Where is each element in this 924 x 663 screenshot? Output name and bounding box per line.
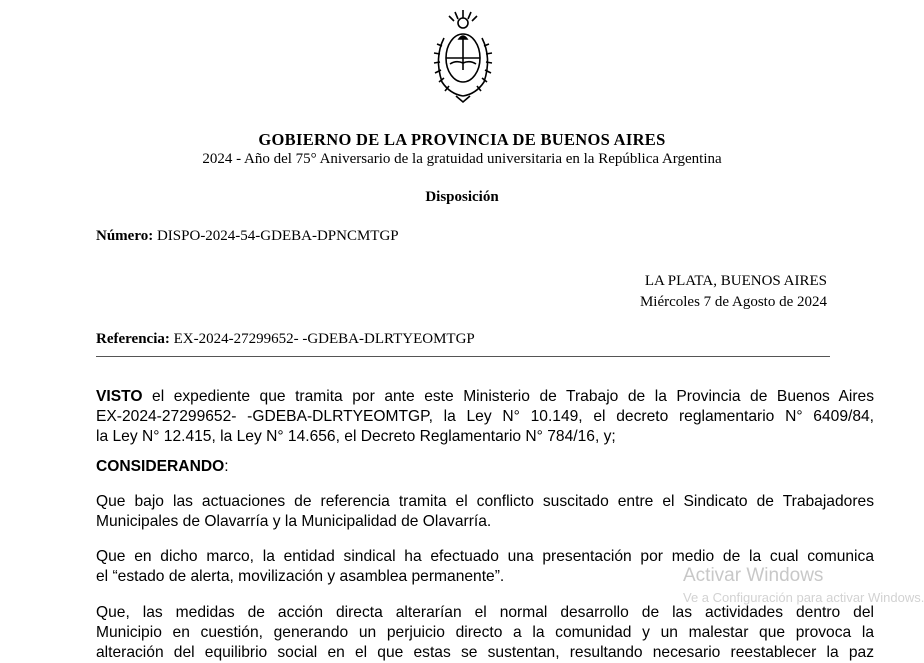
- paragraph-line: alteración del equilibrio social en el que estas se sustentan, resultando necesario reestablecer la paz: [96, 644, 874, 661]
- numero-value: DISPO-2024-54-GDEBA-DPNCMTGP: [156, 228, 399, 244]
- coat-of-arms-icon: [428, 8, 498, 104]
- place: LA PLATA, BUENOS AIRES: [644, 273, 827, 289]
- visto-line: la Ley N° 12.415, la Ley N° 14.656, el Decreto Reglamentario N° 784/16, y;: [96, 428, 616, 445]
- referencia-value: EX-2024-27299652- -GDEBA-DLRTYEOMTGP: [173, 331, 475, 347]
- paragraph-line: Que, las medidas de acción directa alterarían el normal desarrollo de las actividades dentro del: [96, 604, 874, 621]
- date: Miércoles 7 de Agosto de 2024: [639, 294, 827, 310]
- divider: [96, 356, 830, 357]
- visto-paragraph: [96, 387, 874, 447]
- activation-watermark-title: Activar Windows: [683, 565, 824, 586]
- paragraph-3: [96, 603, 874, 661]
- government-title: GOBIERNO DE LA PROVINCIA DE BUENOS AIRES: [258, 130, 666, 149]
- referencia-label: Referencia:: [96, 331, 170, 347]
- considerando-label: CONSIDERANDO: [96, 458, 225, 475]
- referencia-line: [96, 331, 475, 348]
- document-type: Disposición: [425, 189, 499, 205]
- paragraph-line: Municipales de Olavarría y la Municipalidad de Olavarría.: [96, 513, 492, 530]
- visto-label: VISTO: [96, 388, 143, 405]
- considerando-heading: CONSIDERANDO:: [96, 458, 229, 475]
- numero-label: Número:: [96, 228, 154, 244]
- activation-watermark-subtitle: Ve a Configuración para activar Windows.: [683, 590, 924, 605]
- paragraph-line: Que bajo las actuaciones de referencia tramita el conflicto suscitado entre el Sindicato de Trabajadores: [96, 493, 874, 510]
- paragraph-line: el “estado de alerta, movilización y asamblea permanente”.: [96, 568, 505, 585]
- visto-line: EX-2024-27299652- -GDEBA-DLRTYEOMTGP, la Ley N° 10.149, el decreto reglamentario N° 6409/84,: [96, 408, 874, 425]
- year-motto: 2024 - Año del 75° Aniversario de la gratuidad universitaria en la República Argentina: [202, 151, 722, 167]
- visto-line: VISTO el expediente que tramita por ante este Ministerio de Trabajo de la Provincia de Buenos Aires: [96, 388, 874, 405]
- paragraph-1: [96, 492, 874, 532]
- place-date-block: [640, 271, 827, 313]
- paragraph-line: Municipio en cuestión, generando un perjuicio directo a la comunidad y un malestar que provoca la: [96, 624, 874, 641]
- numero-line: [96, 228, 399, 245]
- paragraph-line: Que en dicho marco, la entidad sindical ha efectuado una presentación por medio de la cual comunica: [96, 548, 874, 565]
